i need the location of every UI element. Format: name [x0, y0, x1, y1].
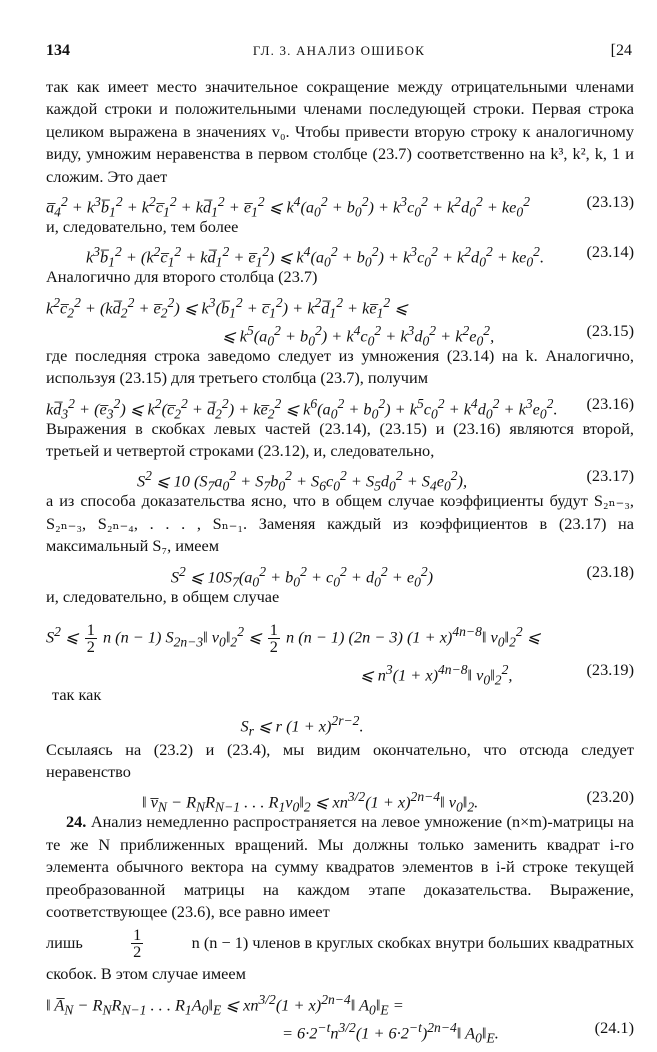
section-number: 24. — [66, 812, 87, 832]
page-body — [46, 76, 634, 1046]
equation-formula: ⩽ $k^5(a_0^2 + b_0^2) + k^4c_0^2 + k^3d_0^2 + k^2e_0^2$, — [222, 322, 495, 349]
equation-number: (23.17) — [586, 466, 634, 486]
equation-formula: $kd̅_3^2$ + $(e̅_3^2)$ ⩽ $k^2(c̅_2^2$ + $d̅_2^2$) + $ke̅_2^2$ ⩽ $k^6(a_0^2 + b_0^2) + k^5c_0^2 + k^4d_0^2 + k^3e_0^2$. — [46, 395, 558, 422]
paragraph-11 — [46, 923, 634, 963]
paragraph-5: Выражения в скобках левых частей (23.14), (23.15) и (23.16) являются второй, третьей и четвертой строками (23.12), и, следовательно, — [46, 418, 634, 461]
equation-formula: ‖ $A̅_N - R_NR_{N-1}$ . . . $R_1A_0‖_E$ ⩽ $xn^{3/2}(1$ + $x)^{2n-4}‖$ $A_0‖_E$ = — [46, 991, 404, 1018]
paragraph-2: и, следовательно, тем более — [46, 217, 239, 237]
equation-bound-sr — [46, 707, 634, 739]
equation-number: (23.20) — [586, 787, 634, 807]
paragraph-8: так как — [52, 685, 102, 705]
equation-23-14 — [46, 238, 634, 271]
equation-formula: $S^2$ ⩽ $\frac{1}{2}$ n (n − 1) $S_{2n-3}‖$ $v_0‖_2^2$ ⩽ $\frac{1}{2}$ n (n − 1) (2n − 3) $(1 + x)^{4n-8}‖$ $v_0‖_2^2$ ⩽ — [46, 620, 541, 657]
equation-formula: $k^2c̅_2^2$ + ($kd̅_2^2$ + $e̅_2^2$) ⩽ $k^3(b̅_1^2$ + $c̅_1^2$) + $k^2d̅_1^2$ + $ke̅_1^2$ ⩽ — [46, 294, 408, 321]
paragraph-6: а из способа доказательства ясно, что в общем случае коэффициенты будут S₂ₙ₋₃, S₂ₙ₋₃, S₂ₙ₋₄, . . . , Sₙ₋₁. Заменяя каждый из коэффициентов в (23.17) на максимальный S₇, имеем — [46, 491, 634, 556]
equation-number: (23.18) — [586, 561, 634, 581]
paragraph-10-text: Анализ немедленно распространяется на левое умножение (n×m)-матрицы на те же N приближенных вращений. Мы должны только заменить квадрат i-го элемента обычного вектора на сумму квадратов элементов в i-й строке текущей преобразованной матрицы на каждом этапе доказательства. Выражение, соответствующее (23.6), все равно имеет — [46, 812, 634, 921]
equation-formula: $S^2$ ⩽ 10 $(S_7a_0^2 + S_7b_0^2 + S_6c_0^2 + S_5d_0^2 + S_4e_0^2)$, — [136, 468, 468, 495]
paragraph-4: где последняя строка заведомо следует из умножения (23.14) на k. Аналогично, используя (23.15) для третьего столбца (23.7), получим — [46, 345, 634, 388]
equation-23-15-line1 — [46, 289, 634, 321]
equation-number: (24.1) — [594, 1017, 634, 1037]
equation-formula: ‖ $v̅_N - R_NR_{N-1}$ . . . $R_1v_0‖_2$ ⩽ $xn^{3/2}(1$ + $x)^{2n-4}‖$ $v_0‖_2$. — [142, 789, 479, 815]
equation-number: (23.19) — [586, 660, 634, 680]
page-number: 134 — [46, 42, 70, 59]
equation-23-18 — [46, 558, 634, 590]
fraction-one-half: $\frac{1}{2}$ — [269, 620, 278, 657]
equation-number: (23.14) — [586, 242, 634, 262]
equation-23-13 — [46, 188, 634, 220]
equation-23-17 — [46, 462, 634, 495]
paragraph-12: скобок. В этом случае имеем — [46, 964, 246, 984]
equation-number: (23.16) — [586, 393, 634, 413]
equation-23-15-line2 — [46, 317, 634, 349]
running-header — [46, 40, 632, 64]
equation-23-16 — [46, 390, 634, 422]
paragraph-11-line: лишь 1 2 n (n − 1) членов в круглых скобках внутри больших квадратных — [46, 924, 634, 961]
paragraph-1: так как имеет место значительное сокращение между отрицательными членами каждой строки и положительными членами последующей строки. Первая строка целиком выражена в значениях v₀. Чтобы привести вторую строку к аналогичному виду, умножим неравенства в первом столбце (23.7) соответственно на k³, k², k, 1 и сложим. Это дает — [46, 77, 634, 186]
paragraph-7: и, следовательно, в общем случае — [46, 586, 280, 606]
paragraph-9: Ссылаясь на (23.2) и (23.4), мы видим окончательно, что отсюда следует неравенство — [46, 739, 634, 781]
equation-number: (23.13) — [586, 192, 634, 212]
equation-24-1-line2 — [46, 1014, 634, 1046]
equation-formula: $S^2$ ⩽ $10S_7(a_0^2 + b_0^2 + c_0^2 + d_0^2 + e_0^2)$ — [170, 563, 434, 590]
running-title: ГЛ. 3. АНАЛИЗ ОШИБОК — [252, 43, 426, 58]
equation-23-19-line2 — [46, 656, 634, 688]
equation-formula: ⩽ $n^3(1$ + $x)^{4n-8}‖$ $v_0‖_2^2$, — [360, 662, 513, 688]
equation-23-19-line1 — [46, 608, 634, 656]
fraction-one-half: 1 2 — [133, 924, 142, 961]
equation-formula: $k^3b̅_1^2$ + ($k^2c̅_1^2$ + $kd̅_1^2$ + $e̅_1^2$) ⩽ $k^4(a_0^2 + b_0^2) + k^3c_0^2 + k^2d_0^2 + ke_0^2$. — [86, 244, 545, 271]
fraction-one-half: $\frac{1}{2}$ — [86, 620, 95, 657]
equation-formula: $S_r$ ⩽ r $(1 + x)^{2r-2}$. — [240, 712, 364, 739]
paragraph-3: Аналогично для второго столбца (23.7) — [46, 267, 318, 287]
equation-formula: = $6\cdot 2^{-t}n^{3/2}(1$ + $6\cdot 2^{-t})^{2n-4}‖$ $A_0‖_E$. — [282, 1019, 499, 1046]
equation-formula: $a̅_4^2$ + $k^3b̅_1^2$ + $k^2c̅_1^2$ + $kd̅_1^2$ + $e̅_1^2$ ⩽ $k^4(a_0^2 + b_0^2) + k^3c_0^2 + k^2d_0^2 + ke_0^2$ — [46, 194, 530, 220]
section-reference: [24 — [610, 42, 632, 59]
equation-number: (23.15) — [586, 320, 634, 340]
paragraph-10 — [46, 811, 634, 923]
equation-23-20 — [46, 783, 634, 815]
